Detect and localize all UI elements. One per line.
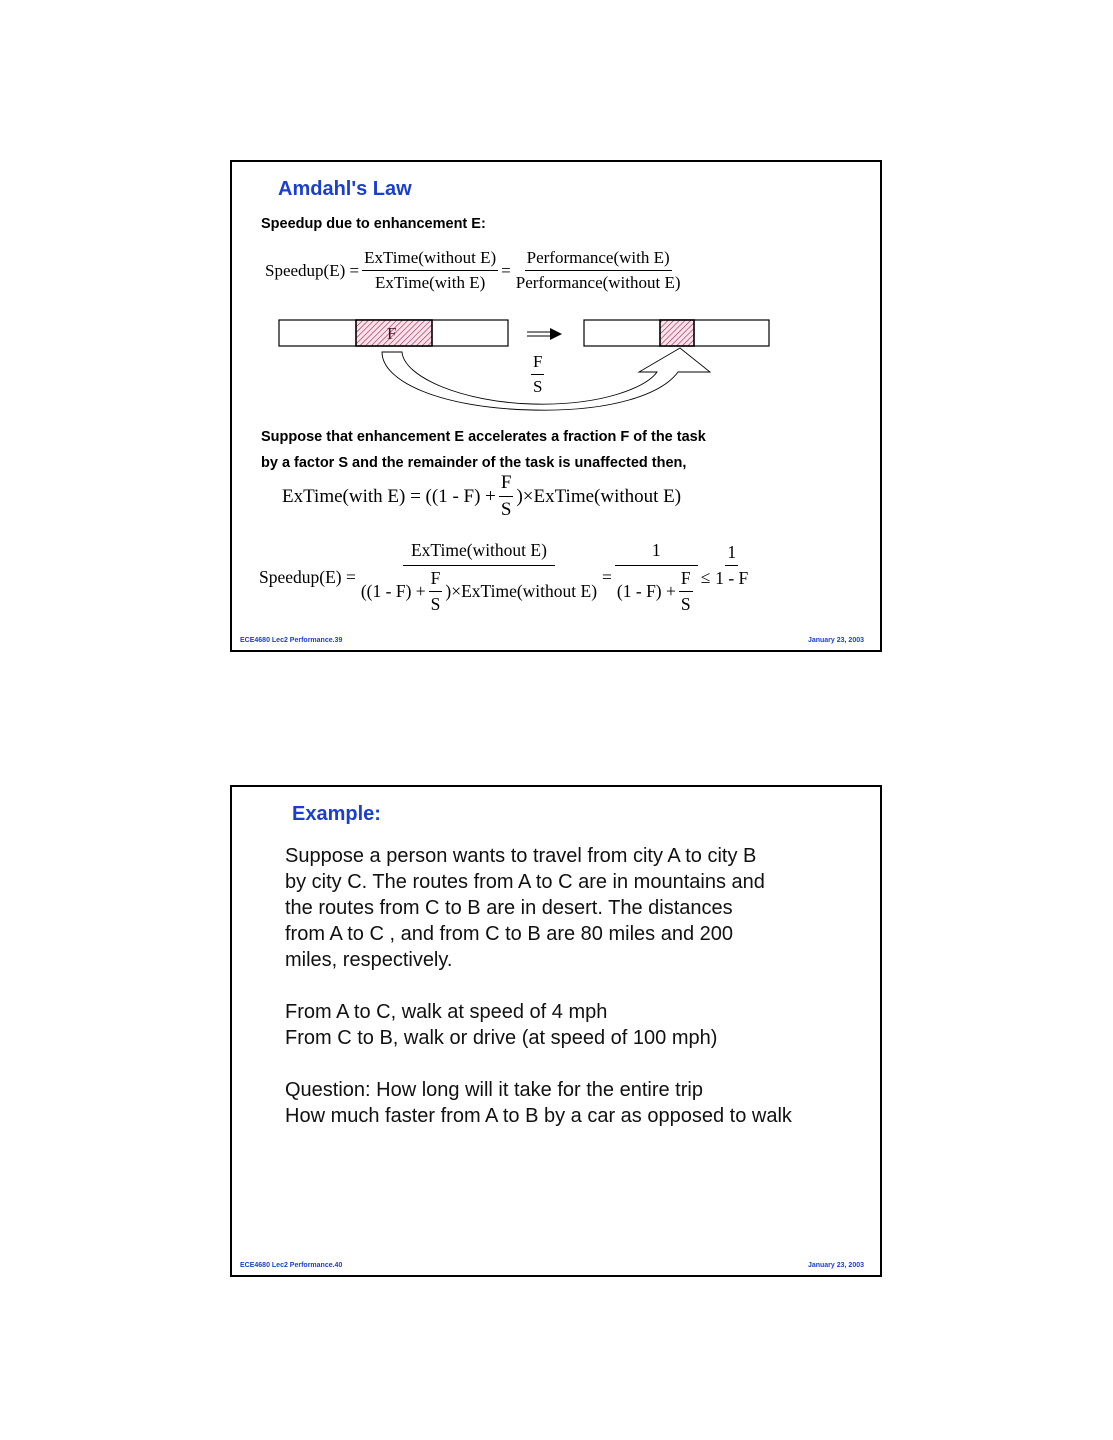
eq3-big-fraction (359, 540, 599, 615)
eq3-big-den-f: F (429, 568, 443, 592)
eq1-frac1-numerator: ExTime(without E) (362, 248, 498, 271)
eq2-rhs: )×ExTime(without E) (516, 485, 682, 507)
eq3-mid-den-f-over-s (679, 568, 693, 615)
diagram-f-over-s (531, 352, 544, 397)
slide-subtitle: Speedup due to enhancement E: (261, 216, 486, 232)
body-line: From C to B, walk or drive (at speed of 100 mph) (285, 1027, 718, 1049)
eq3-mid-numerator: 1 (615, 540, 698, 566)
eq3-mid-denominator (615, 566, 698, 615)
enhanced-fraction-segment (660, 320, 694, 346)
eq3-right-numerator: 1 (725, 542, 738, 566)
body-line: the routes from C to B are in desert. The distances (285, 897, 733, 919)
eq1-frac2-denominator: Performance(without E) (515, 273, 681, 292)
eq3-big-den-s: S (430, 594, 441, 614)
speedup-amdahl-equation (259, 540, 753, 615)
eq3-mid-den-f: F (679, 568, 693, 592)
slide-example (230, 785, 882, 1277)
eq1-frac1-denominator: ExTime(with E) (374, 273, 486, 292)
body-line: Question: How long will it take for the entire trip (285, 1079, 703, 1101)
slide-footer-date: January 23, 2003 (807, 1262, 864, 1269)
eq2-numerator: F (499, 472, 514, 497)
body-line: From A to C, walk at speed of 4 mph (285, 1001, 608, 1023)
body-line: by city C. The routes from A to C are in mountains and (285, 871, 765, 893)
eq3-right-denominator: 1 - F (715, 568, 749, 588)
amdahl-diagram (232, 162, 882, 422)
eq3-mid-fraction (615, 540, 698, 615)
example-body (285, 843, 792, 1129)
diagram-denominator: S (533, 377, 543, 396)
eq3-big-den-f-over-s (429, 568, 443, 615)
paragraph-line-2: by a factor S and the remainder of the task is unaffected then, (261, 455, 687, 471)
slide-amdahls-law (230, 160, 882, 652)
slide-title: Amdahl's Law (278, 178, 412, 200)
eq3-big-den-post: )×ExTime(without E) (445, 581, 598, 601)
eq3-upper-bound (713, 542, 750, 589)
paragraph-line-1: Suppose that enhancement E accelerates a fraction F of the task (261, 429, 706, 445)
slide-title: Example: (292, 803, 381, 825)
eq3-big-numerator: ExTime(without E) (403, 540, 555, 566)
body-line: from A to C , and from C to B are 80 miles and 200 (285, 923, 733, 945)
eq2-denominator: S (500, 499, 512, 520)
eq1-equals: = (501, 260, 511, 280)
eq1-lhs: Speedup(E) = (265, 260, 360, 280)
fraction-f-label: F (387, 324, 397, 343)
eq2-lhs: ExTime(with E) = ((1 - F) + (282, 485, 496, 507)
eq3-big-denominator (359, 566, 599, 615)
eq3-lhs: Speedup(E) = (259, 567, 356, 587)
enhanced-task-bar (584, 320, 769, 346)
eq3-equals: = (602, 567, 612, 587)
curved-arrow-icon (382, 348, 710, 410)
eq2-f-over-s (499, 472, 514, 521)
diagram-numerator: F (531, 352, 544, 375)
body-line-blank (285, 973, 792, 999)
body-line-blank (285, 1051, 792, 1077)
eq3-mid-den-s: S (680, 594, 691, 614)
implies-arrow-icon (527, 328, 562, 340)
body-line: miles, respectively. (285, 949, 453, 971)
eq3-mid-den-pre: (1 - F) + (616, 581, 676, 601)
eq3-le-sign: ≤ (700, 567, 711, 587)
slide-footer-id: ECE4680 Lec2 Performance.39 (240, 637, 343, 644)
slide-footer-id: ECE4680 Lec2 Performance.40 (240, 1262, 343, 1269)
slide-footer-date: January 23, 2003 (807, 637, 864, 644)
eq3-big-den-pre: ((1 - F) + (360, 581, 426, 601)
body-line: How much faster from A to B by a car as opposed to walk (285, 1105, 792, 1127)
extime-with-e-equation (282, 472, 681, 521)
body-line: Suppose a person wants to travel from city A to city B (285, 845, 757, 867)
eq1-frac2-numerator: Performance(with E) (525, 248, 672, 271)
